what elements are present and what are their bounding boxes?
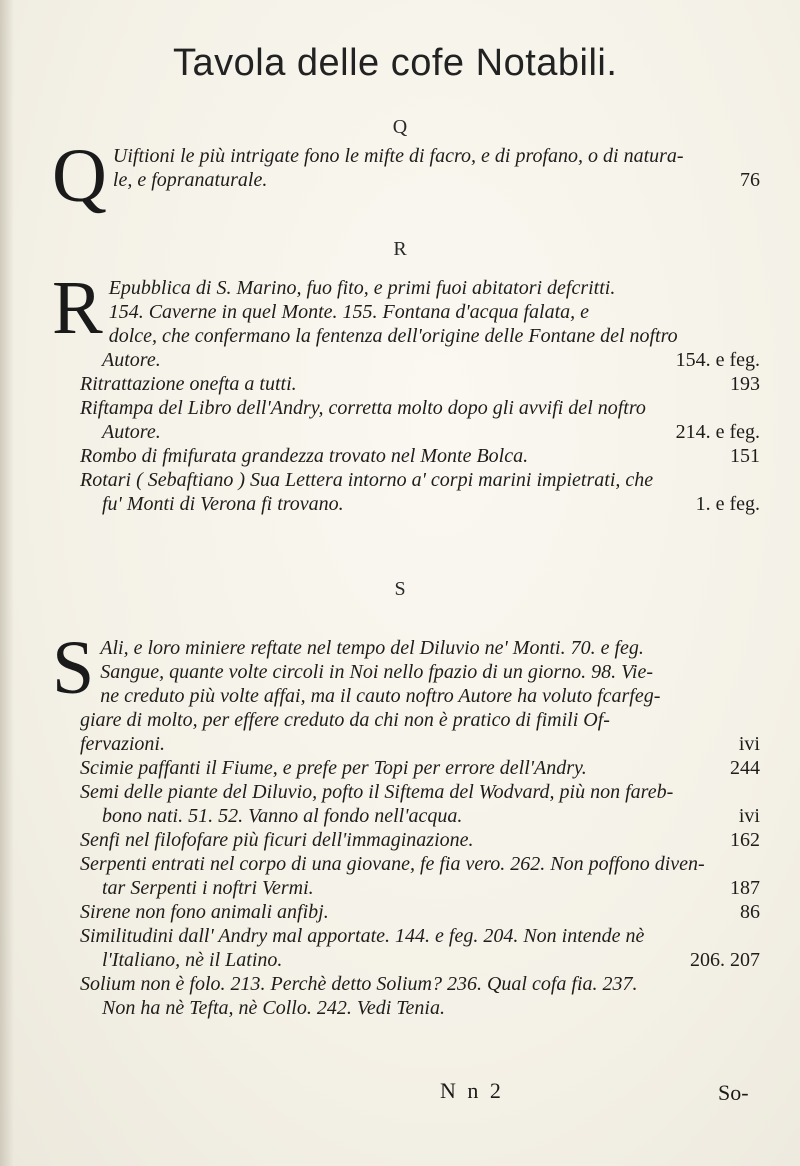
- entry-row: [80, 420, 760, 444]
- entry-line: Scimie paffanti il Fiume, e prefe per Topi per errore dell'Andry.: [80, 757, 587, 779]
- page-ref: 1. e feg.: [695, 493, 760, 515]
- page-ref: 244: [730, 757, 760, 779]
- section-letter-s: S: [394, 578, 406, 600]
- entry-line: Rotari ( Sebaftiano ) Sua Lettera intorno a' corpi marini impietrati, che: [80, 469, 654, 491]
- entry-line: Uiftioni le più intrigate fono le mifte di facro, e di profano, o di natura-: [112, 145, 684, 167]
- page-ref: 86: [740, 901, 760, 923]
- entry-row: [80, 732, 760, 756]
- entry-line: fu' Monti di Verona fi trovano.: [102, 493, 344, 515]
- page-ref: ivi: [738, 733, 760, 755]
- entries-s: [52, 626, 760, 1020]
- entry-line: Riftampa del Libro dell'Andry, corretta molto dopo gli avvifi del noftro: [80, 397, 646, 419]
- page-ref: 206. 207: [690, 949, 760, 971]
- entry-line: Epubblica di S. Marino, fuo fito, e primi fuoi abitatori defcritti.: [108, 277, 616, 299]
- entry-row: [80, 444, 760, 468]
- entry-line: ne creduto più volte affai, ma il cauto noftro Autore ha voluto fcarfeg-: [100, 685, 661, 707]
- running-head: Tavola delle cofe Notabili.: [173, 42, 618, 84]
- page-ref: 76: [740, 169, 760, 191]
- entry-line: 154. Caverne in quel Monte. 155. Fontana d'acqua falata, e: [108, 301, 590, 323]
- dropcap-r: R: [52, 266, 103, 350]
- entry-line: Autore.: [102, 421, 161, 443]
- entry-row: [80, 756, 760, 780]
- entry-line: dolce, che confermano la fentenza dell'origine delle Fontane del noftro: [108, 325, 678, 347]
- page-ref: 193: [730, 373, 760, 395]
- page-ref: 187: [730, 877, 760, 899]
- page-ref: 214. e feg.: [675, 421, 760, 443]
- page-ref: ivi: [738, 805, 760, 827]
- entry-line: Sirene non fono animali anfibj.: [80, 901, 329, 923]
- entry-line: Sangue, quante volte circoli in Noi nello fpazio di un giorno. 98. Vie-: [100, 661, 653, 683]
- entry-row: [80, 876, 760, 900]
- entry-line: Rombo di fmifurata grandezza trovato nel Monte Bolca.: [80, 445, 529, 467]
- entry-line: Autore.: [102, 349, 161, 371]
- entry-line: Ali, e loro miniere reftate nel tempo del Diluvio ne' Monti. 70. e feg.: [100, 637, 644, 659]
- entry-line: le, e fopranaturale.: [112, 169, 268, 191]
- entry-row: [80, 828, 760, 852]
- entry-line: fervazioni.: [80, 733, 165, 755]
- entry-line: bono nati. 51. 52. Vanno al fondo nell'acqua.: [102, 805, 463, 827]
- dropcap-q: Q: [52, 134, 107, 218]
- entries-r: [52, 266, 760, 516]
- catchword: So-: [718, 1080, 749, 1105]
- section-letter-q: Q: [392, 116, 408, 138]
- entry-row: [80, 804, 760, 828]
- entry-row: [80, 168, 760, 192]
- entry-row: [80, 900, 760, 924]
- entry-line: Non ha nè Tefta, nè Collo. 242. Vedi Tenia.: [102, 997, 445, 1019]
- section-letter-r: R: [393, 238, 407, 260]
- entry-line: Semi delle piante del Diluvio, pofto il Siftema del Wodvard, più non fareb-: [80, 781, 674, 803]
- page-ref: 151: [730, 445, 760, 467]
- signature-mark: N n 2: [440, 1078, 504, 1103]
- page-ref: 154. e feg.: [675, 349, 760, 371]
- entry-line: Serpenti entrati nel corpo di una giovane, fe fia vero. 262. Non poffono diven-: [80, 853, 705, 875]
- entry-line: Ritrattazione onefta a tutti.: [80, 373, 297, 395]
- dropcap-s: S: [52, 626, 95, 710]
- entry-row: [80, 348, 760, 372]
- entry-line: l'Italiano, nè il Latino.: [102, 949, 283, 971]
- entry-row: [80, 372, 760, 396]
- entry-line: tar Serpenti i noftri Vermi.: [102, 877, 314, 899]
- entry-row: [80, 492, 760, 516]
- entry-q-questioni: [52, 134, 760, 218]
- page-ref: 162: [730, 829, 760, 851]
- entry-line: giare di molto, per effere creduto da chi non è pratico di fimili Of-: [80, 709, 610, 731]
- entry-row: [80, 948, 760, 972]
- entry-line: Senfi nel filofofare più ficuri dell'immaginazione.: [80, 829, 474, 851]
- entry-line: Similitudini dall' Andry mal apportate. 144. e feg. 204. Non intende nè: [80, 925, 645, 947]
- entry-line: Solium non è folo. 213. Perchè detto Solium? 236. Qual cofa fia. 237.: [80, 973, 638, 995]
